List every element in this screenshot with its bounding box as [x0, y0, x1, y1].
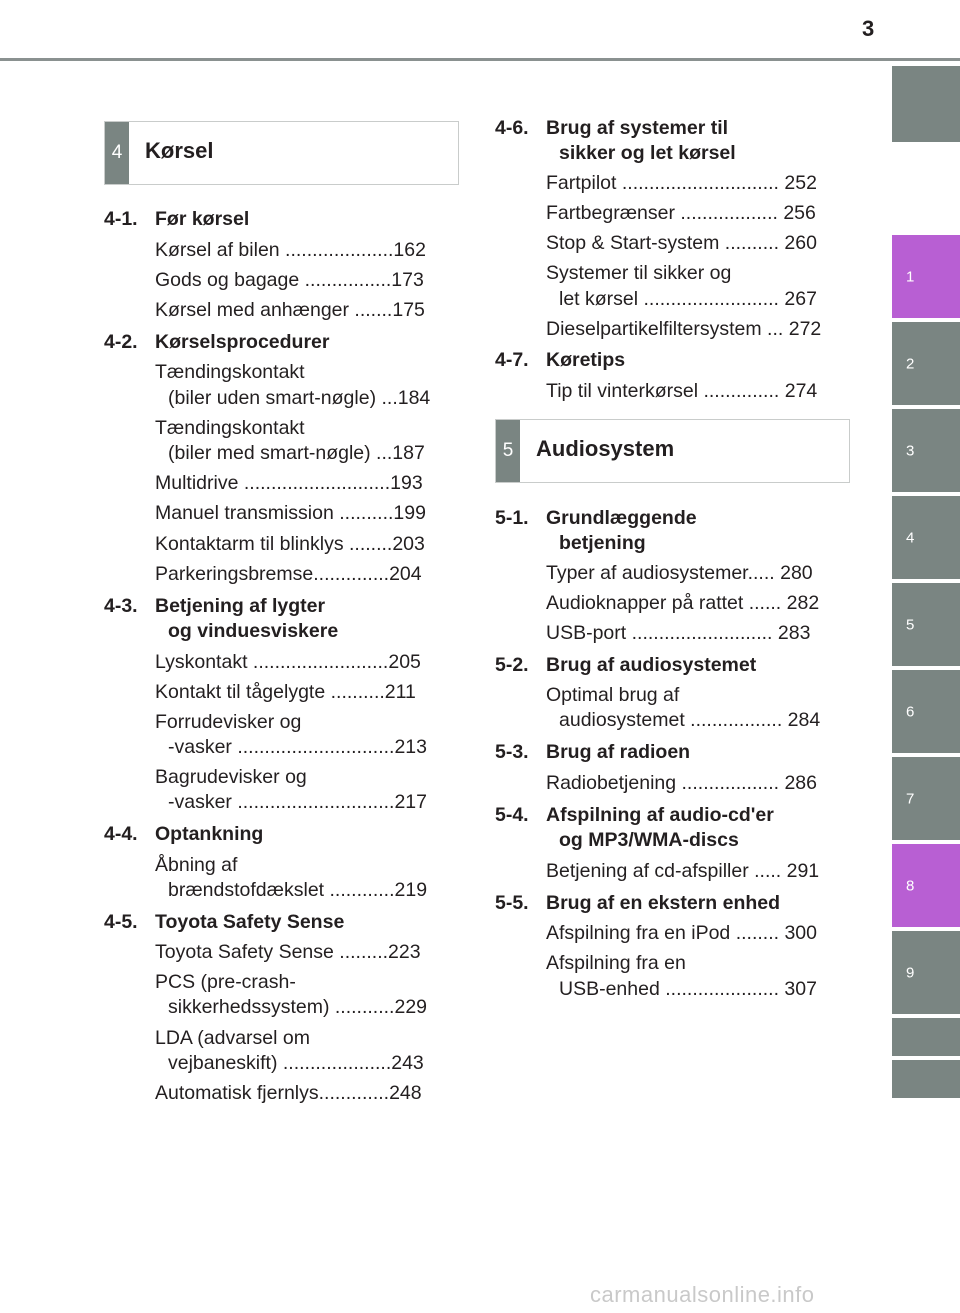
toc-item[interactable]: LDA (advarsel om: [155, 1027, 310, 1049]
toc-heading-4-6-line2[interactable]: sikker og let kørsel: [559, 142, 736, 164]
chapter-tab-11[interactable]: [892, 1060, 960, 1098]
toc-item[interactable]: Betjening af cd-afspiller ..... 291: [546, 860, 820, 882]
toc-item[interactable]: -vasker .............................213: [168, 736, 427, 758]
toc-item[interactable]: USB-port .......................... 283: [546, 622, 811, 644]
toc-heading-5-4-line2[interactable]: og MP3/WMA-discs: [559, 829, 739, 851]
chapter-tab-7[interactable]: 7: [892, 757, 960, 840]
toc-item[interactable]: brændstofdækslet ............219: [168, 879, 428, 901]
section-4-title: Kørsel: [145, 138, 214, 163]
toc-item[interactable]: Fartpilot ............................. 252: [546, 172, 817, 194]
toc-item[interactable]: Stop & Start-system .......... 260: [546, 232, 817, 254]
toc-item[interactable]: PCS (pre-crash-: [155, 971, 296, 993]
toc-item[interactable]: audiosystemet ................. 284: [559, 709, 821, 731]
toc-heading-5-4[interactable]: 5-4. Afspilning af audio-cd'er: [495, 804, 774, 826]
toc-item[interactable]: Toyota Safety Sense .........223: [155, 941, 421, 963]
section-5-header: [495, 419, 850, 483]
toc-item[interactable]: Automatisk fjernlys.............248: [155, 1082, 422, 1104]
toc-item[interactable]: sikkerhedssystem) ...........229: [168, 996, 428, 1018]
toc-heading-4-3-line2[interactable]: og vinduesviskere: [168, 620, 339, 642]
toc-item[interactable]: Åbning af: [155, 854, 238, 876]
toc-heading-5-1[interactable]: 5-1. Grundlæggende: [495, 507, 697, 529]
toc-heading-4-5[interactable]: 4-5. Toyota Safety Sense: [104, 911, 345, 933]
chapter-tab-4[interactable]: 4: [892, 496, 960, 579]
toc-item[interactable]: Tændingskontakt: [155, 417, 305, 439]
chapter-tab-2[interactable]: 2: [892, 322, 960, 405]
toc-heading-5-3[interactable]: 5-3. Brug af radioen: [495, 741, 691, 763]
page-number: 3: [862, 16, 875, 41]
toc-item[interactable]: (biler uden smart-nøgle) ...184: [168, 387, 431, 409]
toc-item[interactable]: Afspilning fra en: [546, 952, 686, 974]
toc-item[interactable]: Systemer til sikker og: [546, 262, 732, 284]
toc-item[interactable]: Bagrudevisker og: [155, 766, 307, 788]
toc-item[interactable]: Audioknapper på rattet ...... 282: [546, 592, 820, 614]
toc-item[interactable]: Kørsel med anhænger .......175: [155, 299, 425, 321]
toc-item[interactable]: Tændingskontakt: [155, 361, 305, 383]
chapter-tab-3[interactable]: 3: [892, 409, 960, 492]
toc-item[interactable]: Tip til vinterkørsel .............. 274: [546, 380, 818, 402]
toc-item[interactable]: let kørsel ......................... 267: [559, 288, 817, 310]
toc-item[interactable]: -vasker .............................217: [168, 791, 427, 813]
toc-item[interactable]: Fartbegrænser .................. 256: [546, 202, 816, 224]
toc-heading-4-3[interactable]: 4-3. Betjening af lygter: [104, 595, 326, 617]
toc-item[interactable]: Manuel transmission ..........199: [155, 502, 426, 524]
section-4-header: [104, 121, 459, 185]
toc-item[interactable]: Afspilning fra en iPod ........ 300: [546, 922, 817, 944]
toc-item[interactable]: USB-enhed ..................... 307: [559, 978, 817, 1000]
section-5-title: Audiosystem: [536, 436, 675, 461]
section-4-number: 4: [105, 122, 129, 184]
chapter-tab-5[interactable]: 5: [892, 583, 960, 666]
toc-heading-4-2[interactable]: 4-2. Kørselsprocedurer: [104, 331, 330, 353]
toc-item[interactable]: Optimal brug af: [546, 684, 680, 706]
toc-item[interactable]: Kørsel af bilen ....................162: [155, 239, 426, 261]
watermark: carmanualsonline.info: [590, 1282, 815, 1307]
toc-item[interactable]: Forrudevisker og: [155, 711, 302, 733]
toc-heading-4-6[interactable]: 4-6. Brug af systemer til: [495, 117, 729, 139]
toc-item[interactable]: vejbaneskift) ....................243: [168, 1052, 424, 1074]
header-rule: [0, 58, 960, 61]
toc-item[interactable]: Parkeringsbremse..............204: [155, 563, 422, 585]
toc-heading-4-7[interactable]: 4-7. Køretips: [495, 349, 626, 371]
toc-item[interactable]: Dieselpartikelfiltersystem ... 272: [546, 318, 822, 340]
chapter-tab-6[interactable]: 6: [892, 670, 960, 753]
toc-heading-5-5[interactable]: 5-5. Brug af en ekstern enhed: [495, 892, 781, 914]
toc-heading-4-1[interactable]: 4-1. Før kørsel: [104, 208, 250, 230]
toc-item[interactable]: Radiobetjening .................. 286: [546, 772, 817, 794]
toc-item[interactable]: Multidrive ...........................193: [155, 472, 423, 494]
toc-heading-5-1-line2[interactable]: betjening: [559, 532, 646, 554]
toc-item[interactable]: Gods og bagage ................173: [155, 269, 424, 291]
chapter-tab-9[interactable]: 9: [892, 931, 960, 1014]
chapter-tab-8[interactable]: 8: [892, 844, 960, 927]
toc-item[interactable]: Kontakt til tågelygte ..........211: [155, 681, 416, 703]
toc-heading-5-2[interactable]: 5-2. Brug af audiosystemet: [495, 654, 757, 676]
toc-item[interactable]: Typer af audiosystemer..... 280: [546, 562, 813, 584]
section-5-number: 5: [496, 420, 520, 482]
toc-item[interactable]: (biler med smart-nøgle) ...187: [168, 442, 425, 464]
chapter-tab-1[interactable]: 1: [892, 235, 960, 318]
chapter-tab-0[interactable]: [892, 66, 960, 142]
toc-heading-4-4[interactable]: 4-4. Optankning: [104, 823, 264, 845]
toc-item[interactable]: Lyskontakt .........................205: [155, 651, 421, 673]
chapter-tab-10[interactable]: [892, 1018, 960, 1056]
toc-item[interactable]: Kontaktarm til blinklys ........203: [155, 533, 425, 555]
